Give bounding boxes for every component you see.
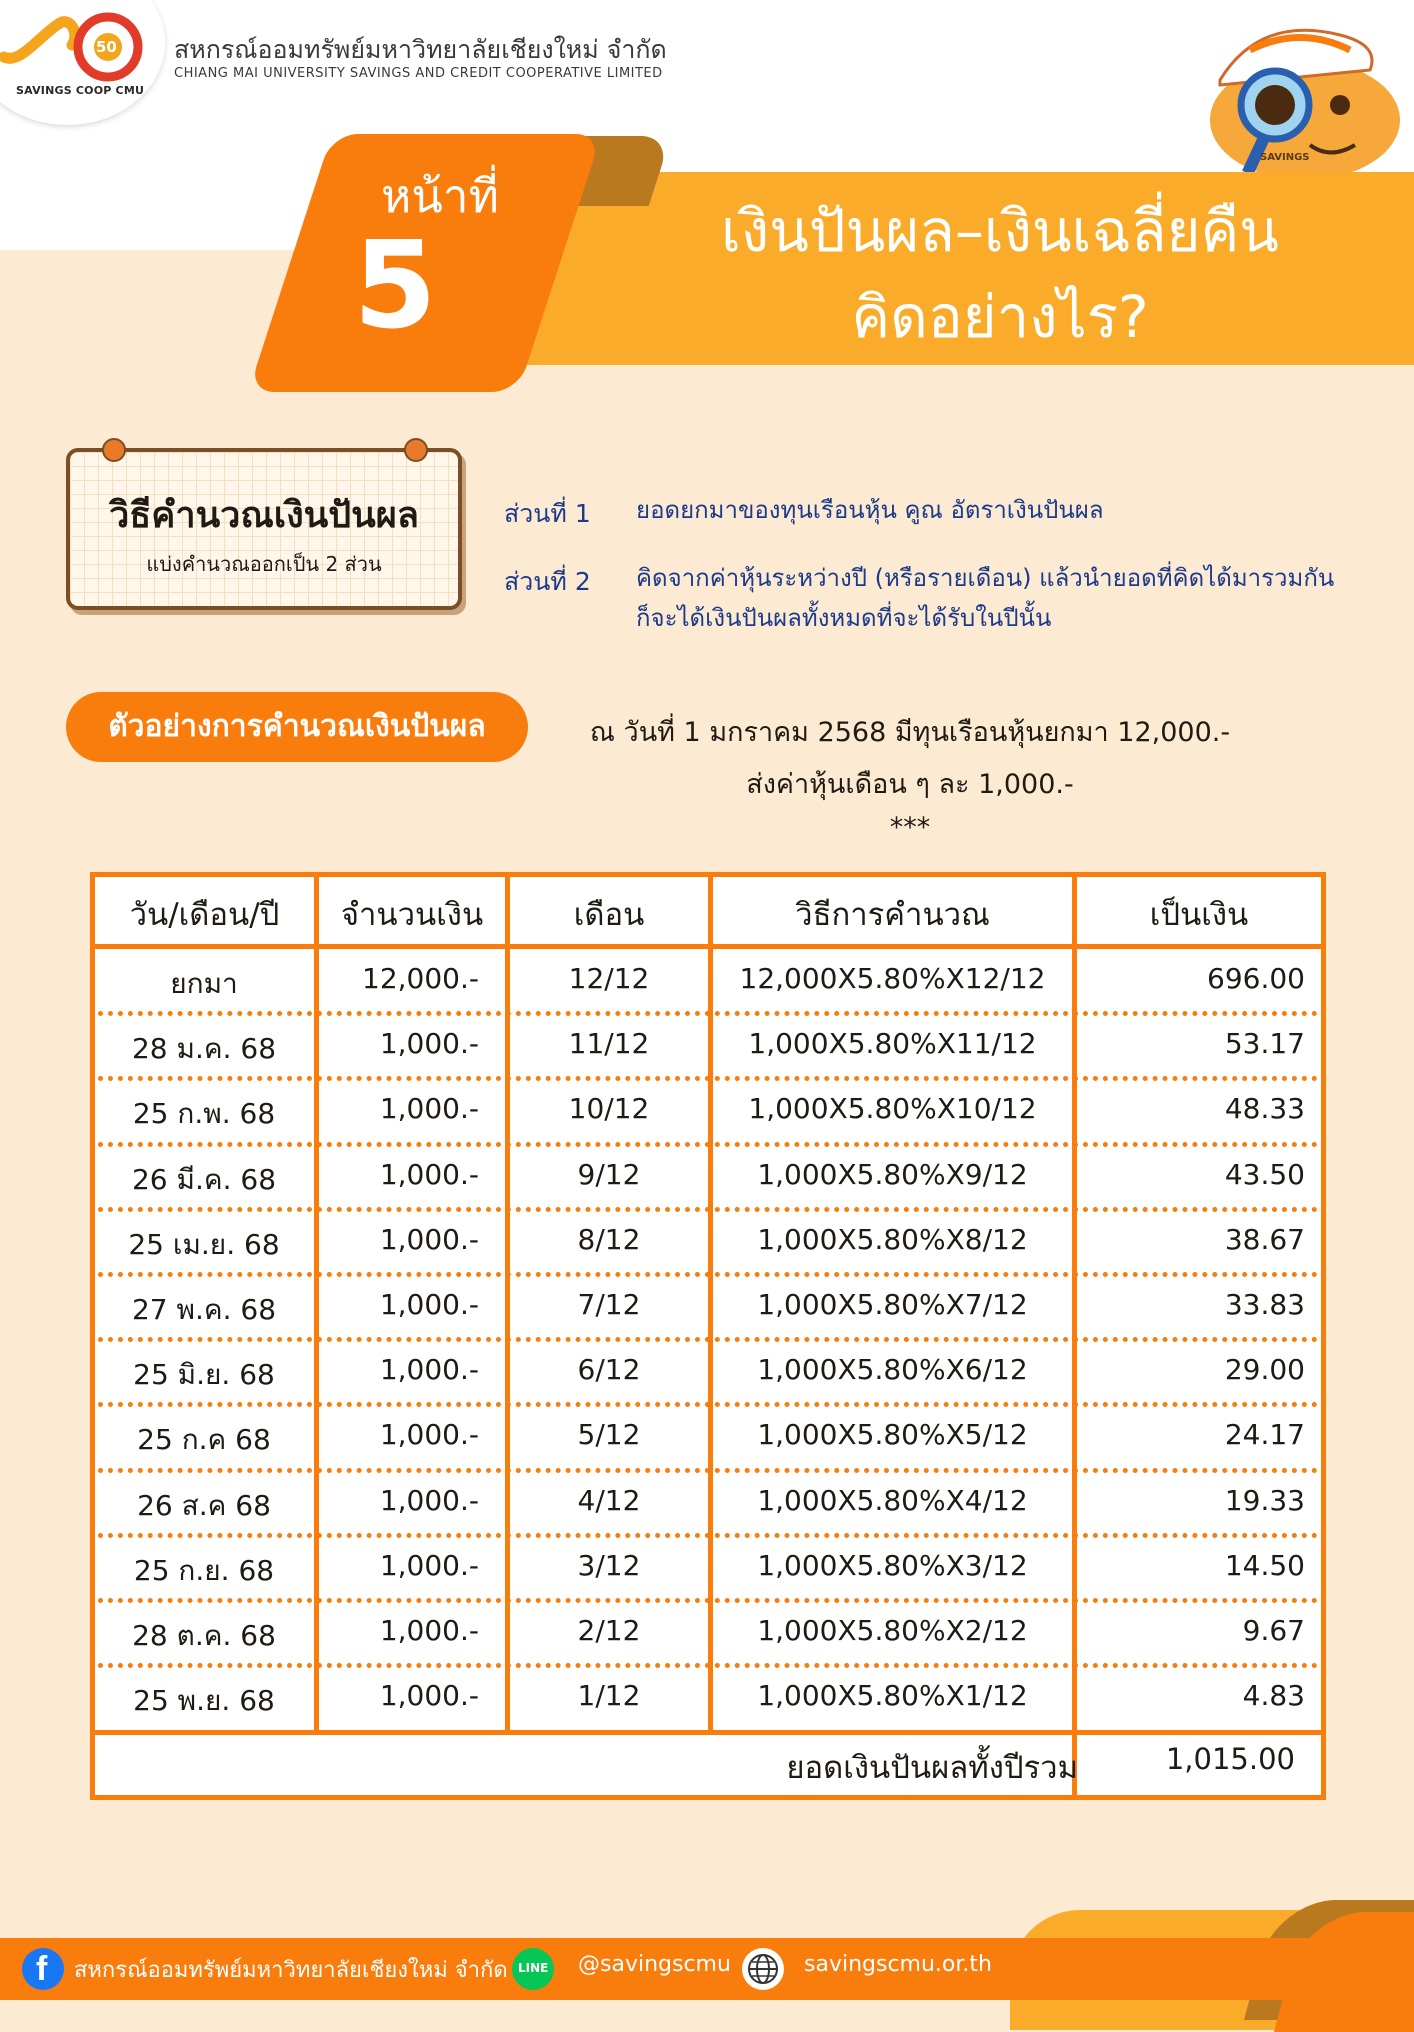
footer-line-text[interactable]: @savingscmu xyxy=(578,1952,731,1977)
cell-amount: 1,000.- xyxy=(379,1027,479,1061)
page-title-line-2: คิดอย่างไร? xyxy=(851,283,1149,351)
globe-icon[interactable] xyxy=(742,1948,784,1990)
cell-result: 43.50 xyxy=(1224,1157,1305,1191)
cell-months: 1/12 xyxy=(577,1679,641,1713)
cell-date: 25 ก.พ. 68 xyxy=(132,1097,276,1131)
cell-formula: 12,000X5.80%X12/12 xyxy=(739,962,1046,995)
cell-months: 11/12 xyxy=(568,1027,650,1061)
row-separator xyxy=(98,1402,1318,1407)
cell-amount: 1,000.- xyxy=(379,1222,479,1256)
page-label: หน้าที่ xyxy=(381,169,499,223)
cell-result: 38.67 xyxy=(1224,1222,1305,1256)
cell-result: 4.83 xyxy=(1242,1679,1305,1713)
row-separator xyxy=(98,1598,1318,1603)
example-line-2: ส่งค่าหุ้นเดือน ๆ ละ 1,000.- xyxy=(746,769,1074,800)
cell-months: 8/12 xyxy=(577,1222,641,1256)
cell-formula: 1,000X5.80%X7/12 xyxy=(757,1288,1028,1321)
cell-formula: 1,000X5.80%X10/12 xyxy=(748,1092,1037,1126)
cell-formula: 1,000X5.80%X2/12 xyxy=(757,1614,1028,1647)
cell-amount: 1,000.- xyxy=(379,1418,479,1452)
logo-text: SAVINGS COOP CMU xyxy=(16,84,145,97)
cell-formula: 1,000X5.80%X8/12 xyxy=(757,1222,1028,1256)
mascot-shirt-text: SAVINGS xyxy=(1260,152,1310,163)
cell-date: 25 ก.ย. 68 xyxy=(133,1553,275,1587)
page-title-line-1: เงินปันผล–เงินเฉลี่ยคืน xyxy=(721,197,1279,265)
part-1-label: ส่วนที่ 1 xyxy=(504,499,591,528)
cell-date: 26 ส.ค 68 xyxy=(137,1488,271,1522)
pin-icon xyxy=(102,438,126,462)
cell-date: 27 พ.ค. 68 xyxy=(131,1293,277,1326)
logo-badge-number: 50 xyxy=(96,38,117,56)
part-2-text-line-2: ก็จะได้เงินปันผลทั้งหมดที่จะได้รับในปีนั้น xyxy=(636,604,1052,632)
table-header-date: วัน/เดือน/ปี xyxy=(129,897,280,933)
cell-result: 9.67 xyxy=(1242,1614,1305,1647)
table-total-label: ยอดเงินปันผลทั้งปีรวม xyxy=(786,1750,1078,1786)
cell-result: 14.50 xyxy=(1224,1548,1305,1582)
cell-amount: 1,000.- xyxy=(379,1614,479,1647)
cell-formula: 1,000X5.80%X3/12 xyxy=(757,1548,1028,1582)
part-2-text-line-1: คิดจากค่าหุ้นระหว่างปี (หรือรายเดือน) แล้วนำยอดที่คิดได้มารวมกัน xyxy=(636,564,1335,592)
cell-result: 19.33 xyxy=(1224,1483,1305,1517)
cell-formula: 1,000X5.80%X4/12 xyxy=(757,1483,1028,1517)
method-card-subtitle: แบ่งคำนวณออกเป็น 2 ส่วน xyxy=(146,552,382,576)
part-2-label: ส่วนที่ 2 xyxy=(504,567,591,596)
row-separator xyxy=(98,1272,1318,1277)
table-header-amount: จำนวนเงิน xyxy=(340,897,484,933)
facebook-icon[interactable]: f xyxy=(22,1948,64,1990)
cell-date: 25 มิ.ย. 68 xyxy=(133,1358,275,1392)
cell-result: 48.33 xyxy=(1224,1092,1305,1126)
part-2-text xyxy=(636,558,1396,638)
cell-months: 9/12 xyxy=(577,1157,641,1191)
cell-amount: 1,000.- xyxy=(379,1288,479,1321)
cell-date: 26 มี.ค. 68 xyxy=(131,1162,277,1196)
cell-amount: 1,000.- xyxy=(379,1483,479,1517)
cell-formula: 1,000X5.80%X1/12 xyxy=(757,1679,1028,1713)
example-heading-pill: ตัวอย่างการคำนวณเงินปันผล xyxy=(66,692,528,762)
cell-result: 53.17 xyxy=(1224,1027,1305,1061)
footer-website-text[interactable]: savingscmu.or.th xyxy=(804,1952,992,1977)
part-1-text: ยอดยกมาของทุนเรือนหุ้น คูณ อัตราเงินปันผล xyxy=(636,496,1104,524)
table-header-months: เดือน xyxy=(573,897,645,933)
cell-date: ยกมา xyxy=(170,967,238,1000)
cell-date: 25 พ.ย. 68 xyxy=(133,1684,275,1718)
table-header-method: วิธีการคำนวณ xyxy=(795,897,990,933)
coop-logo xyxy=(0,5,150,90)
row-separator xyxy=(98,1337,1318,1342)
cell-formula: 1,000X5.80%X9/12 xyxy=(757,1157,1028,1191)
cell-date: 28 ต.ค. 68 xyxy=(132,1619,276,1652)
cell-months: 2/12 xyxy=(577,1614,641,1647)
example-line-1: ณ วันที่ 1 มกราคม 2568 มีทุนเรือนหุ้นยกมา 12,000.- xyxy=(589,717,1231,748)
cell-result: 696.00 xyxy=(1207,962,1305,995)
page-title xyxy=(600,188,1400,360)
cell-amount: 12,000.- xyxy=(362,962,479,995)
cell-formula: 1,000X5.80%X5/12 xyxy=(757,1418,1028,1452)
cell-months: 10/12 xyxy=(568,1092,650,1126)
cell-amount: 1,000.- xyxy=(379,1092,479,1126)
example-line-3: *** xyxy=(889,812,931,843)
row-separator xyxy=(98,1207,1318,1212)
cell-months: 7/12 xyxy=(577,1288,641,1321)
row-separator xyxy=(98,1663,1318,1668)
cell-months: 5/12 xyxy=(577,1418,641,1452)
cell-result: 24.17 xyxy=(1224,1418,1305,1452)
row-separator xyxy=(98,1468,1318,1473)
cell-formula: 1,000X5.80%X11/12 xyxy=(748,1027,1037,1061)
org-name-english: CHIANG MAI UNIVERSITY SAVINGS AND CREDIT COOPERATIVE LIMITED xyxy=(174,66,663,81)
method-card-title: วิธีคำนวณเงินปันผล xyxy=(109,495,419,536)
page-number: 5 xyxy=(353,217,437,356)
cell-formula: 1,000X5.80%X6/12 xyxy=(757,1353,1028,1387)
table-header-result: เป็นเงิน xyxy=(1149,897,1249,933)
cell-months: 4/12 xyxy=(577,1483,641,1517)
footer-facebook-text[interactable]: สหกรณ์ออมทรัพย์มหาวิทยาลัยเชียงใหม่ จำกัด xyxy=(74,1958,508,1983)
cell-amount: 1,000.- xyxy=(379,1353,479,1387)
cell-amount: 1,000.- xyxy=(379,1548,479,1582)
line-icon[interactable] xyxy=(512,1948,554,1990)
cell-amount: 1,000.- xyxy=(379,1679,479,1713)
cell-date: 28 ม.ค. 68 xyxy=(131,1032,277,1066)
mascot-illustration xyxy=(1180,10,1414,175)
cell-date: 25 ก.ค 68 xyxy=(137,1423,271,1457)
row-separator xyxy=(98,1533,1318,1538)
org-name-thai: สหกรณ์ออมทรัพย์มหาวิทยาลัยเชียงใหม่ จำกัด xyxy=(174,35,667,64)
cell-amount: 1,000.- xyxy=(379,1157,479,1191)
cell-result: 29.00 xyxy=(1224,1353,1305,1387)
line-icon-text: LINE xyxy=(518,1961,549,1975)
pin-icon xyxy=(404,438,428,462)
row-separator xyxy=(98,1011,1318,1016)
cell-months: 12/12 xyxy=(568,962,650,995)
cell-result: 33.83 xyxy=(1224,1288,1305,1321)
table-total-value: 1,015.00 xyxy=(1165,1742,1295,1776)
cell-months: 6/12 xyxy=(577,1353,641,1387)
row-separator xyxy=(98,1076,1318,1081)
cell-date: 25 เม.ย. 68 xyxy=(128,1227,280,1261)
row-separator xyxy=(98,1142,1318,1147)
cell-months: 3/12 xyxy=(577,1548,641,1582)
